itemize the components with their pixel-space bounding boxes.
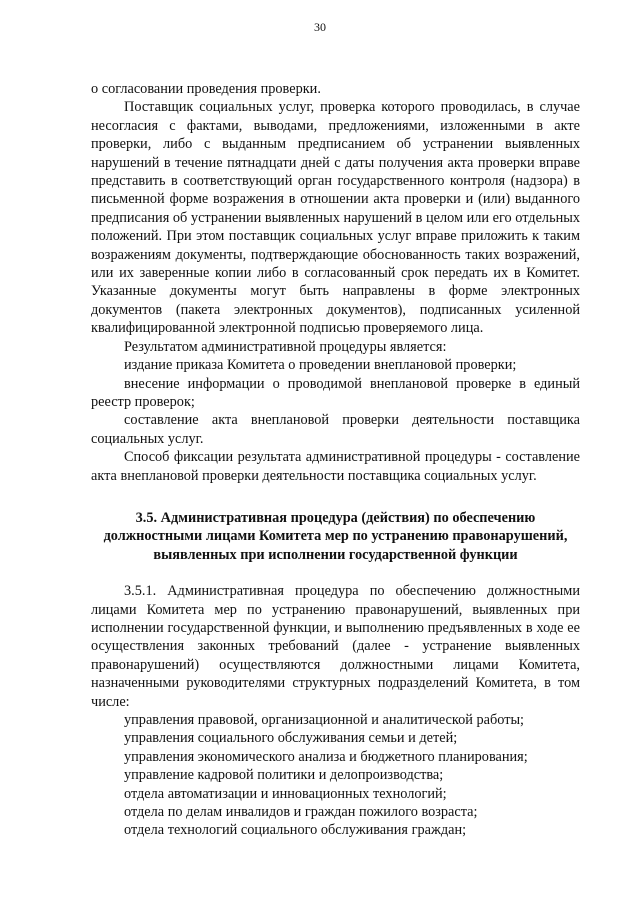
paragraph-fixation: Способ фиксации результата административной процедуры - составление акта внеплановой проверки деятельности поставщика социальных услуг. [91, 449, 580, 484]
list-item: управления социального обслуживания семьи и детей; [124, 730, 458, 747]
result-item-order: издание приказа Комитета о проведении внеплановой проверки; [124, 357, 517, 374]
section-heading: 3.5. Административная процедура (действия) по обеспечению должностными лицами Комитета мер по устранению правонарушений, выявленных при исполнении государственной функции [103, 509, 568, 563]
list-item: управления правовой, организационной и аналитической работы; [124, 712, 525, 728]
list-item: управления экономического анализа и бюджетного планирования; [124, 748, 528, 765]
list-item: отдела технологий социального обслуживания граждан; [124, 822, 467, 839]
paragraph-result-intro: Результатом административной процедуры является: [124, 338, 447, 355]
list-item: управление кадровой политики и делопроизводства; [124, 767, 444, 784]
page-number: 30 [314, 20, 326, 34]
paragraph-continuation: о согласовании проведения проверки. [91, 81, 321, 97]
list-item: отдела по делам инвалидов и граждан пожилого возраста; [124, 804, 478, 821]
result-item-registry: внесение информации о проводимой внеплановой проверке в единый реестр проверок; [91, 375, 580, 410]
paragraph-objections: Поставщик социальных услуг, проверка которого проводилась, в случае несогласия с фактами, выводами, предложениями, изложенными в акте проверки, либо с выданным предписанием об устранении выявленных нарушений в течение пятнадцати дней с даты получения акта проверки вправе представить в соответствующий орган государственного контроля (надзора) в письменной форме возражения в отношении акта проверки и (или) выданного предписания об устранении выявленных нарушений в целом или его отдельных положений. При этом поставщик социальных услуг вправе приложить к таким возражениям документы, подтверждающие обоснованность таких возражений, или их заверенные копии либо в согласованный срок передать их в Комитет. Указанные документы могут быть направлены в форме электронных документов (пакета электронных документов), подписанных усиленной квалифицированной электронной подписью проверяемого лица. [91, 99, 580, 337]
paragraph-3-5-1: 3.5.1. Административная процедура по обеспечению должностными лицами Комитета мер по устранению правонарушений, выявленных при исполнении государственной функции, и выполнению предъявленных в ходе ее осуществления законных требований (далее - устранение выявленных правонарушений) осуществляются должностными лицами Комитета, назначенными руководителями структурных подразделений Комитета, в том числе: [91, 583, 580, 710]
result-item-act: составление акта внеплановой проверки деятельности поставщика социальных услуг. [91, 412, 580, 447]
document-body [91, 80, 580, 840]
list-item: отдела автоматизации и инновационных технологий; [124, 785, 447, 802]
